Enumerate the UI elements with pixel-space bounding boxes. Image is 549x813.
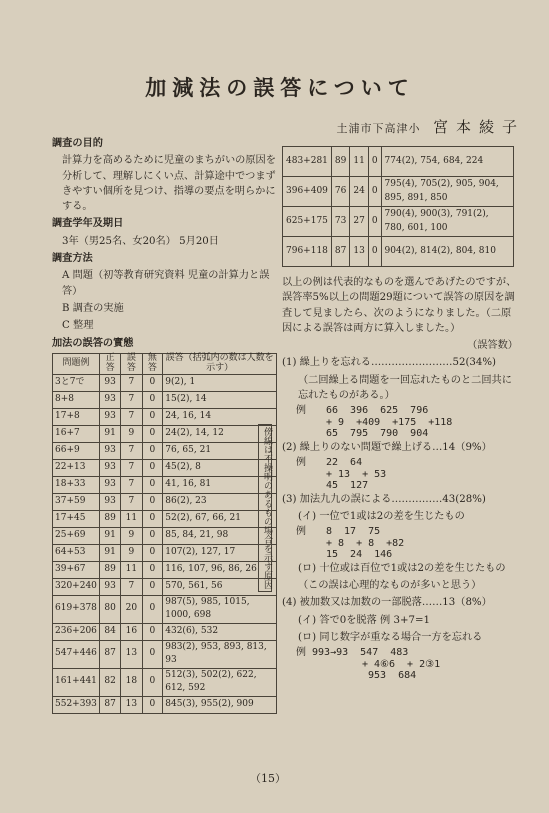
table-cell: 84 bbox=[99, 623, 120, 640]
operand: 66 bbox=[326, 405, 339, 417]
table-cell: 9(2), 1 bbox=[163, 374, 277, 391]
table-cell: 18 bbox=[121, 668, 142, 696]
table-cell: 66+9 bbox=[53, 442, 100, 459]
table-cell: 7 bbox=[121, 459, 142, 476]
table-cell: 82 bbox=[99, 668, 120, 696]
table-cell: 87 bbox=[99, 640, 120, 668]
table-cell: 0 bbox=[142, 510, 163, 527]
wrong-answer: 45 bbox=[326, 480, 339, 492]
table-cell: 0 bbox=[142, 459, 163, 476]
operand: +175 bbox=[392, 416, 417, 428]
table-cell: 17+8 bbox=[53, 408, 100, 425]
addition-error-table-continued bbox=[282, 146, 514, 267]
operand: +82 bbox=[386, 537, 405, 549]
table-cell: 93 bbox=[99, 442, 120, 459]
table-cell: 795(4), 705(2), 905, 904, 895, 891, 850 bbox=[381, 177, 513, 207]
table-cell: 845(3), 955(2), 909 bbox=[163, 696, 277, 713]
wrong-answer: 24 bbox=[350, 549, 363, 561]
table-cell: 116, 107, 96, 86, 26 bbox=[163, 561, 277, 578]
table-cell: 25+69 bbox=[53, 527, 100, 544]
table-cell: 91 bbox=[99, 425, 120, 442]
table-cell: 396+409 bbox=[283, 177, 332, 207]
table-cell: 320+240 bbox=[53, 578, 100, 595]
table-cell: 0 bbox=[142, 374, 163, 391]
section-3: (3) 加法九九の誤による……………43(28%) bbox=[282, 493, 486, 505]
table-cell: 774(2), 754, 684, 224 bbox=[381, 147, 513, 177]
table-cell: 24 bbox=[350, 177, 368, 207]
table-cell: 512(3), 502(2), 622, 612, 592 bbox=[163, 668, 277, 696]
operand: + 4⑥6 bbox=[362, 658, 396, 670]
section-2-examples bbox=[282, 457, 518, 492]
table-cell: 790(4), 900(3), 791(2), 780, 601, 100 bbox=[381, 207, 513, 237]
addition-error-table bbox=[52, 353, 277, 714]
table-row bbox=[53, 510, 277, 527]
table-row bbox=[53, 408, 277, 425]
table-cell: 87 bbox=[331, 237, 349, 267]
author-line bbox=[285, 116, 525, 137]
table-cell: 0 bbox=[142, 527, 163, 544]
table-cell: 85, 84, 21, 98 bbox=[163, 527, 277, 544]
side-note: 傍線は不操明のあるもの場合を示す原因 bbox=[258, 424, 272, 592]
table-cell: 37+59 bbox=[53, 493, 100, 510]
table-cell: 9 bbox=[121, 544, 142, 561]
table-cell: 0 bbox=[142, 408, 163, 425]
table-cell: 91 bbox=[99, 544, 120, 561]
table-cell: 73 bbox=[331, 207, 349, 237]
operand: + 13 bbox=[326, 468, 351, 480]
heading-table: 加法の誤答の實態 bbox=[52, 336, 134, 349]
table-cell: 93 bbox=[99, 578, 120, 595]
table-row bbox=[53, 391, 277, 408]
table-cell: 0 bbox=[142, 578, 163, 595]
table-row bbox=[53, 527, 277, 544]
table-row bbox=[53, 696, 277, 713]
wrong-answer: 684 bbox=[398, 670, 417, 682]
table-cell: 552+393 bbox=[53, 696, 100, 713]
table-cell: 20 bbox=[121, 595, 142, 623]
wrong-answer: 15 bbox=[326, 549, 339, 561]
table-cell: 796+118 bbox=[283, 237, 332, 267]
table-cell: 0 bbox=[142, 544, 163, 561]
table-cell: 619+378 bbox=[53, 595, 100, 623]
operand: + 9 bbox=[326, 416, 345, 428]
operand: + 8 bbox=[356, 537, 375, 549]
table-cell: 91 bbox=[99, 527, 120, 544]
table-cell: 22+13 bbox=[53, 459, 100, 476]
table-cell: 89 bbox=[331, 147, 349, 177]
table-cell: 15(2), 14 bbox=[163, 391, 277, 408]
operand: 75 bbox=[368, 526, 381, 538]
table-cell: 27 bbox=[350, 207, 368, 237]
grade-date-text: 3年（男25名、女20名） 5月20日 bbox=[62, 235, 219, 247]
table-cell: 0 bbox=[142, 696, 163, 713]
operand: 17 bbox=[344, 526, 357, 538]
table-cell: 64+53 bbox=[53, 544, 100, 561]
table-cell: 87 bbox=[99, 696, 120, 713]
table-cell: 0 bbox=[142, 391, 163, 408]
example-label: 例 bbox=[296, 405, 306, 417]
table-cell: 570, 561, 56 bbox=[163, 578, 277, 595]
table-row bbox=[283, 207, 514, 237]
wrong-answer: 65 bbox=[326, 428, 339, 440]
section-1: (1) 繰上りを忘れる……………………52(34%) bbox=[282, 357, 497, 369]
purpose-text: 計算力を高めるために児童のまちがいの原因を分析して、理解しにくい点、計算途中でつまずきやすい個所を見つけ、指導の要点を明らかにする。 bbox=[62, 155, 276, 213]
table-cell: 93 bbox=[99, 459, 120, 476]
table-cell: 7 bbox=[121, 442, 142, 459]
table-header: 誤答（括弧内の数は人数を示す） bbox=[163, 353, 277, 374]
table-cell: 8+8 bbox=[53, 391, 100, 408]
table-cell: 16 bbox=[121, 623, 142, 640]
table-cell: 0 bbox=[368, 207, 381, 237]
table-cell: 52(2), 67, 66, 21 bbox=[163, 510, 277, 527]
section-1-examples bbox=[282, 405, 518, 440]
table-cell: 7 bbox=[121, 493, 142, 510]
example-label: 例 bbox=[296, 457, 306, 469]
table-row bbox=[53, 595, 277, 623]
wrong-answer: 146 bbox=[374, 549, 393, 561]
table-row bbox=[283, 237, 514, 267]
section-4: (4) 被加数又は加数の一部脱落……13（8%） bbox=[282, 597, 492, 609]
operand: 547 bbox=[360, 647, 379, 659]
table-cell: 0 bbox=[142, 623, 163, 640]
table-cell: 45(2), 8 bbox=[163, 459, 277, 476]
table-cell: 13 bbox=[350, 237, 368, 267]
section-3-b: (ロ) 十位或は百位で1或は2の差を生じたもの bbox=[298, 562, 506, 574]
table-cell: 7 bbox=[121, 391, 142, 408]
wrong-answer: 790 bbox=[380, 428, 399, 440]
operand: + 2③1 bbox=[407, 658, 441, 670]
section-3-examples bbox=[282, 526, 518, 561]
table-cell: 236+206 bbox=[53, 623, 100, 640]
table-cell: 483+281 bbox=[283, 147, 332, 177]
page-number: （15） bbox=[250, 772, 286, 785]
operand: 483 bbox=[390, 647, 409, 659]
table-row bbox=[53, 425, 277, 442]
table-cell: 39+67 bbox=[53, 561, 100, 578]
table-cell: 625+175 bbox=[283, 207, 332, 237]
table-cell: 0 bbox=[142, 442, 163, 459]
table-cell: 86(2), 23 bbox=[163, 493, 277, 510]
example-label: 例 bbox=[296, 526, 306, 538]
operand: +409 bbox=[356, 416, 381, 428]
table-cell: 24, 16, 14 bbox=[163, 408, 277, 425]
table-cell: 93 bbox=[99, 374, 120, 391]
table-cell: 93 bbox=[99, 476, 120, 493]
table-header-row bbox=[53, 353, 277, 374]
table-row bbox=[53, 561, 277, 578]
operand: + 8 bbox=[326, 537, 345, 549]
table-row bbox=[283, 177, 514, 207]
operand: + 53 bbox=[362, 468, 387, 480]
table-cell: 93 bbox=[99, 391, 120, 408]
section-4-examples bbox=[282, 647, 518, 682]
table-cell: 80 bbox=[99, 595, 120, 623]
wrong-answer: 795 bbox=[350, 428, 369, 440]
wrong-answer: 904 bbox=[410, 428, 429, 440]
table-cell: 0 bbox=[142, 493, 163, 510]
table-cell: 89 bbox=[99, 561, 120, 578]
author-school: 土浦市下高津小 bbox=[336, 122, 421, 135]
table-cell: 9 bbox=[121, 527, 142, 544]
wrong-answer: 127 bbox=[350, 480, 369, 492]
table-cell: 547+446 bbox=[53, 640, 100, 668]
table-cell: 983(2), 953, 893, 813, 93 bbox=[163, 640, 277, 668]
section-4-a: (イ) 答で0を脱落 例 3+7=1 bbox=[298, 614, 430, 626]
table-cell: 0 bbox=[142, 561, 163, 578]
operand: 8 bbox=[326, 526, 333, 538]
table-row bbox=[53, 459, 277, 476]
operand: 396 bbox=[350, 405, 369, 417]
article-title: 加減法の誤答について bbox=[145, 75, 415, 100]
table-cell: 432(6), 532 bbox=[163, 623, 277, 640]
table-row bbox=[53, 374, 277, 391]
section-2: (2) 繰上りのない問題で繰上げる…14（9%） bbox=[282, 441, 492, 453]
table-cell: 0 bbox=[142, 668, 163, 696]
table-cell: 0 bbox=[368, 147, 381, 177]
method-c: C 整理 bbox=[62, 320, 94, 332]
table-cell: 13 bbox=[121, 696, 142, 713]
heading-grade-date: 調査学年及期日 bbox=[52, 217, 124, 230]
method-b: B 調査の実施 bbox=[62, 302, 124, 314]
section-3-a: (イ) 一位で1或は2の差を生じたもの bbox=[298, 510, 465, 522]
table-cell: 0 bbox=[368, 177, 381, 207]
table-cell: 11 bbox=[121, 510, 142, 527]
table-cell: 16+7 bbox=[53, 425, 100, 442]
section-3-note: （この誤は心理的なものが多いと思う） bbox=[298, 580, 482, 592]
table-cell: 11 bbox=[350, 147, 368, 177]
heading-method: 調査方法 bbox=[52, 252, 93, 265]
table-cell: 0 bbox=[142, 476, 163, 493]
table-header: 問題例 bbox=[53, 353, 100, 374]
table-cell: 76 bbox=[331, 177, 349, 207]
table-row bbox=[53, 544, 277, 561]
table-row bbox=[53, 668, 277, 696]
table-cell: 18+33 bbox=[53, 476, 100, 493]
table-cell: 904(2), 814(2), 804, 810 bbox=[381, 237, 513, 267]
table-cell: 3と7で bbox=[53, 374, 100, 391]
table-cell: 24(2), 14, 12 bbox=[163, 425, 277, 442]
author-name: 宮本綾子 bbox=[432, 118, 525, 136]
table-cell: 7 bbox=[121, 578, 142, 595]
heading-purpose: 調査の目的 bbox=[52, 137, 103, 149]
operand: 796 bbox=[410, 405, 429, 417]
summary-paragraph: 以上の例は代表的なものを選んであげたのですが、誤答率5%以上の問題29題について誤答の原因を調査して見ましたら、次のようになりました。（二原因による誤答は両方に算入しました。） bbox=[282, 277, 517, 334]
table-cell: 987(5), 985, 1015, 1000, 698 bbox=[163, 595, 277, 623]
table-header: 無答 bbox=[142, 353, 163, 374]
table-cell: 107(2), 127, 17 bbox=[163, 544, 277, 561]
table-cell: 0 bbox=[142, 425, 163, 442]
table-cell: 7 bbox=[121, 374, 142, 391]
count-label: （誤答数） bbox=[467, 340, 518, 352]
method-a: A 問題（初等教育研究資料 児童の計算力と誤答） bbox=[62, 270, 270, 297]
section-4-b: (ロ) 同じ数字が重なる場合一方を忘れる bbox=[298, 631, 483, 643]
table-cell: 13 bbox=[121, 640, 142, 668]
example-label: 例 993→93 bbox=[296, 647, 349, 659]
table-cell: 93 bbox=[99, 493, 120, 510]
table-row bbox=[53, 442, 277, 459]
table-row bbox=[53, 476, 277, 493]
section-1-note: （二回繰上る問題を一回忘れたものと二回共に忘れたものがある。） bbox=[298, 374, 512, 402]
table-cell: 7 bbox=[121, 408, 142, 425]
table-row bbox=[53, 640, 277, 668]
table-header: 誤答 bbox=[121, 353, 142, 374]
table-row bbox=[53, 578, 277, 595]
operand: 22 bbox=[326, 457, 339, 469]
right-column bbox=[282, 146, 518, 682]
table-cell: 9 bbox=[121, 425, 142, 442]
table-row bbox=[283, 147, 514, 177]
table-cell: 0 bbox=[142, 640, 163, 668]
operand: 625 bbox=[380, 405, 399, 417]
table-header: 正答 bbox=[99, 353, 120, 374]
table-cell: 17+45 bbox=[53, 510, 100, 527]
left-column bbox=[52, 136, 278, 714]
table-cell: 93 bbox=[99, 408, 120, 425]
table-cell: 7 bbox=[121, 476, 142, 493]
operand: +118 bbox=[428, 416, 453, 428]
table-cell: 11 bbox=[121, 561, 142, 578]
table-cell: 0 bbox=[142, 595, 163, 623]
table-cell: 41, 16, 81 bbox=[163, 476, 277, 493]
wrong-answer: 953 bbox=[368, 670, 387, 682]
table-cell: 76, 65, 21 bbox=[163, 442, 277, 459]
table-cell: 161+441 bbox=[53, 668, 100, 696]
table-cell: 0 bbox=[368, 237, 381, 267]
operand: 64 bbox=[350, 457, 363, 469]
table-cell: 89 bbox=[99, 510, 120, 527]
table-row bbox=[53, 623, 277, 640]
table-row bbox=[53, 493, 277, 510]
